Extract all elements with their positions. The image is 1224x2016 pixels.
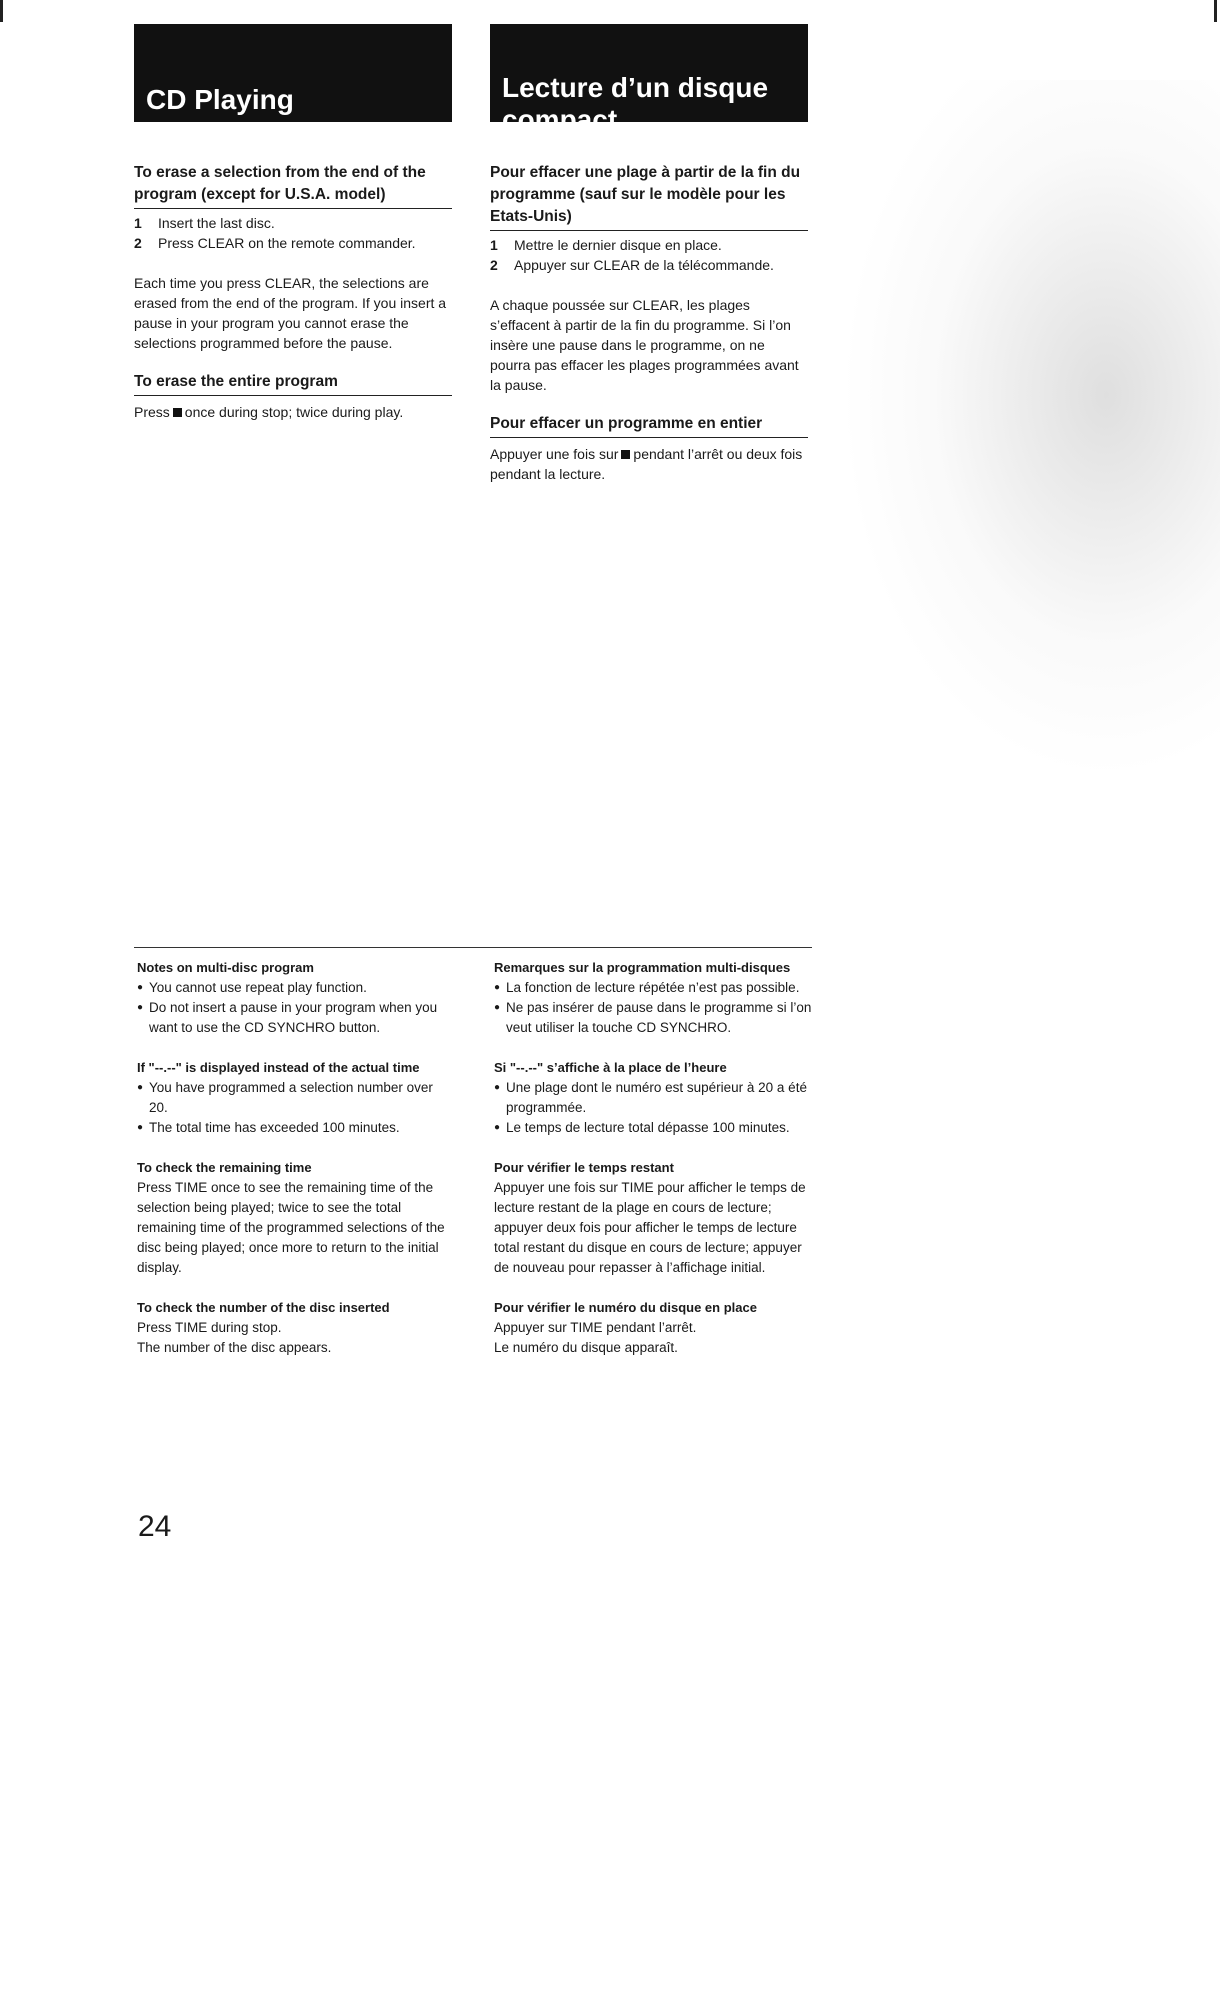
section-header-fr [490, 24, 808, 135]
list-item: 1 Mettre le dernier disque en place. [490, 237, 722, 253]
en-erase-all-body: Press once during stop; twice during play. [134, 404, 404, 420]
fr-erase-all-body: Appuyer une fois sur pendant l’arrêt ou deux fois pendant la lecture. [490, 446, 803, 482]
en-notes-title: Notes on multi-disc program [137, 960, 314, 975]
fr-disc-line1: Appuyer sur TIME pendant l’arrêt. [494, 1320, 697, 1335]
list-item: 1 Insert the last disc. [134, 215, 275, 231]
fr-remaining-body: Appuyer une fois sur TIME pour afficher le temps de lecture restant de la plage en cours de lecture; appuyer deux fois pour afficher le temps de lecture total restant du disque en cours de lecture; appuyer de nouveau pour repasser à l’affichage initial. [494, 1180, 806, 1275]
scan-speckle-area [840, 80, 1220, 780]
fr-disc-line2: Le numéro du disque apparaît. [494, 1340, 678, 1355]
scan-edge-mark-left [0, 0, 3, 22]
section-header-en [134, 24, 452, 122]
fr-top-column [490, 162, 808, 484]
list-item: ● You have programmed a selection number over 20. [137, 1078, 455, 1118]
en-display-title: If "--.--" is displayed instead of the actual time [137, 1060, 420, 1075]
notes-divider [134, 947, 812, 948]
fr-disc-title: Pour vérifier le numéro du disque en place [494, 1300, 757, 1315]
list-item: 2 Press CLEAR on the remote commander. [134, 235, 416, 251]
list-item: ● Le temps de lecture total dépasse 100 minutes. [494, 1118, 812, 1138]
fr-erase-end-body: A chaque poussée sur CLEAR, les plages s’effacent à partir de la fin du programme. Si l’on insère une pause dans le programme, on ne pourra pas effacer les plages programmées avant la pause. [490, 297, 799, 393]
en-disc-line2: The number of the disc appears. [137, 1340, 332, 1355]
en-top-column [134, 162, 452, 422]
list-item: ● The total time has exceeded 100 minutes. [137, 1118, 455, 1138]
fr-erase-end-title: Pour effacer une plage à partir de la fin du programme (sauf sur le modèle pour les Etats-Unis) [490, 162, 808, 231]
page-number: 24 [138, 1510, 172, 1543]
list-item: 2 Appuyer sur CLEAR de la télécommande. [490, 257, 774, 273]
en-steps-list [134, 213, 452, 253]
en-erase-end-title: To erase a selection from the end of the program (except for U.S.A. model) [134, 162, 452, 209]
en-display-list [137, 1078, 455, 1138]
fr-erase-all-title: Pour effacer un programme en entier [490, 413, 808, 438]
list-item: ● Ne pas insérer de pause dans le programme si l’on veut utiliser la touche CD SYNCHRO. [494, 998, 812, 1038]
fr-notes-column [494, 958, 812, 1358]
en-disc-line1: Press TIME during stop. [137, 1320, 282, 1335]
en-notes-list [137, 978, 455, 1038]
section-header-fr-title-line2: compact [502, 104, 618, 135]
fr-steps-list [490, 235, 808, 275]
list-item: ● Une plage dont le numéro est supérieur à 20 a été programmée. [494, 1078, 812, 1118]
section-header-fr-title-line1: Lecture d’un disque [502, 72, 769, 103]
en-erase-all-title: To erase the entire program [134, 371, 452, 396]
list-item: ● Do not insert a pause in your program when you want to use the CD SYNCHRO button. [137, 998, 455, 1038]
list-item: ● You cannot use repeat play function. [137, 978, 455, 998]
scan-edge-mark-right [1214, 0, 1217, 22]
en-remaining-title: To check the remaining time [137, 1160, 312, 1175]
stop-icon [621, 450, 630, 459]
fr-display-title: Si "--.--" s’affiche à la place de l’heure [494, 1060, 727, 1075]
en-notes-column [137, 958, 455, 1358]
en-erase-end-body: Each time you press CLEAR, the selections are erased from the end of the program. If you insert a pause in your program you cannot erase the selections programmed before the pause. [134, 275, 447, 351]
en-remaining-body: Press TIME once to see the remaining time of the selection being played; twice to see the total remaining time of the programmed selections of the disc being played; once more to return to the initial display. [137, 1180, 445, 1275]
stop-icon [173, 408, 182, 417]
en-disc-title: To check the number of the disc inserted [137, 1300, 390, 1315]
fr-remaining-title: Pour vérifier le temps restant [494, 1160, 674, 1175]
list-item: ● La fonction de lecture répétée n’est pas possible. [494, 978, 812, 998]
fr-notes-list [494, 978, 812, 1038]
fr-display-list [494, 1078, 812, 1138]
fr-notes-title: Remarques sur la programmation multi-disques [494, 960, 791, 975]
section-header-en-title: CD Playing [146, 84, 294, 115]
